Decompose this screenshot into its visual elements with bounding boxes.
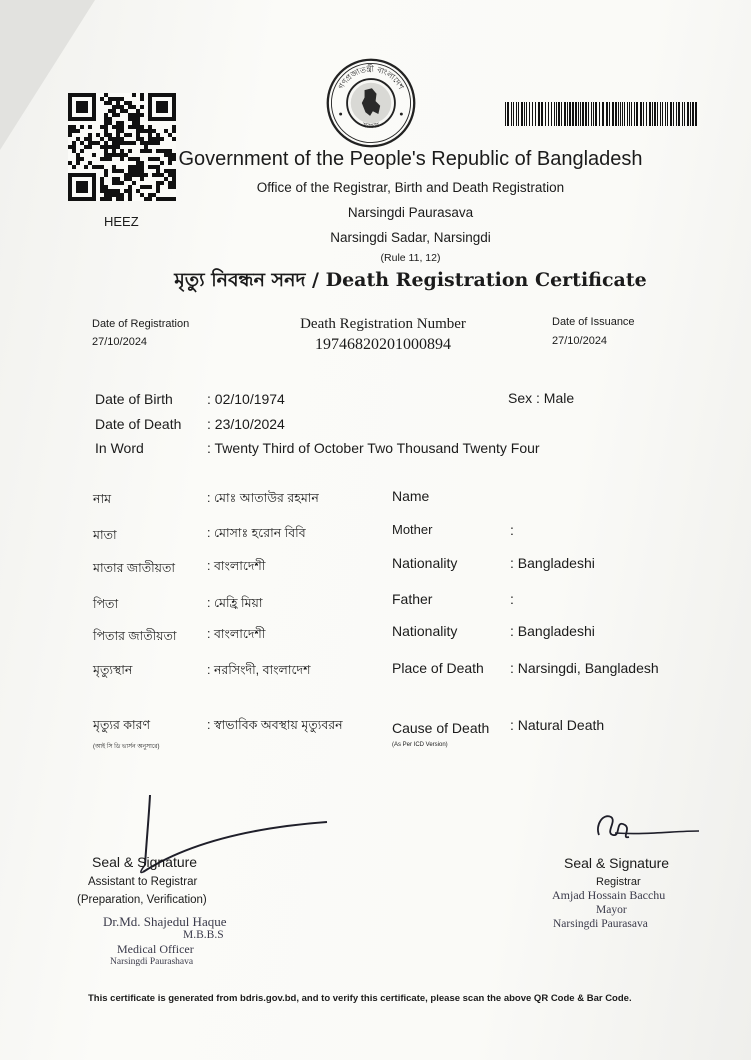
right-signatory-role: Registrar — [596, 876, 641, 888]
date-of-registration-label: Date of Registration — [92, 318, 190, 330]
date-of-issuance: 27/10/2024 — [552, 335, 608, 347]
father-en-value: : — [510, 591, 514, 607]
dob-value: : 02/10/1974 — [207, 391, 285, 407]
right-stamp-line-3: Narsingdi Paurasava — [553, 918, 648, 930]
mother-en-value: : — [510, 522, 514, 538]
left-seal-signature-label: Seal & Signature — [92, 854, 198, 870]
mother-bn-value: : মোসাঃ হরোন বিবি — [207, 526, 306, 540]
place-of-death-en-label: Place of Death — [392, 660, 484, 676]
father-nationality-en-value: : Bangladeshi — [510, 623, 595, 639]
dob-label: Date of Birth — [95, 391, 173, 407]
cause-of-death-en-note: (As Per ICD Version) — [392, 742, 448, 748]
cause-of-death-bn-note: (আই সি ডি ভার্সন অনুসারে) — [93, 744, 160, 750]
father-en-label: Father — [392, 591, 433, 607]
father-bn-value: : মেহ্রি মিয়া — [207, 596, 263, 610]
rule-reference: (Rule 11, 12) — [380, 252, 441, 264]
date-of-issuance-label: Date of Issuance — [552, 316, 635, 328]
father-bn-label: পিতা — [93, 597, 119, 611]
name-bn-label: নাম — [93, 492, 112, 506]
cause-of-death-en-value: : Natural Death — [510, 717, 605, 733]
left-stamp-line-2: M.B.B.S — [183, 929, 224, 941]
name-bn-value: : মোঃ আতাউর রহমান — [207, 491, 319, 505]
mother-en-label: Mother — [392, 522, 433, 537]
place-of-death-bn-value: : নরসিংদী, বাংলাদেশ — [207, 663, 311, 677]
father-nationality-bn-label: পিতার জাতীয়তা — [93, 629, 177, 643]
office-name: Office of the Registrar, Birth and Death Registration — [256, 180, 565, 195]
sex-value: Sex : Male — [508, 390, 575, 406]
government-title: Government of the People's Republic of Bangladesh — [178, 148, 643, 170]
seal-text-bottom: সরকার — [361, 120, 381, 131]
left-signatory-role: Assistant to Registrar — [88, 876, 198, 888]
verification-footer: This certificate is generated from bdris.gov.bd, and to verify this certificate, please scan the above QR Code & Bar Code. — [88, 993, 632, 1004]
left-stamp-line-4: Narsingdi Paurashava — [110, 957, 194, 967]
dod-value: : 23/10/2024 — [207, 416, 285, 432]
right-seal-signature-label: Seal & Signature — [564, 855, 670, 871]
name-en-label: Name — [392, 488, 430, 504]
right-stamp-line-2: Mayor — [596, 904, 627, 916]
date-of-registration: 27/10/2024 — [92, 336, 148, 348]
cause-of-death-en-label: Cause of Death — [392, 720, 490, 736]
registration-number: 19746820201000894 — [315, 336, 451, 353]
inword-label: In Word — [95, 440, 144, 456]
certificate-title: মৃত্যু নিবন্ধন সনদ / Death Registration Certificate — [174, 269, 647, 291]
left-signatory-sub: (Preparation, Verification) — [77, 894, 207, 906]
left-stamp-line-1: Dr.Md. Shajedul Haque — [103, 914, 227, 929]
father-nationality-bn-value: : বাংলাদেশী — [207, 627, 266, 641]
mother-nationality-en-label: Nationality — [392, 555, 458, 571]
mother-nationality-en-value: : Bangladeshi — [510, 555, 595, 571]
father-nationality-en-label: Nationality — [392, 623, 458, 639]
inword-value: : Twenty Third of October Two Thousand Twenty Four — [207, 440, 540, 456]
qr-caption: HEEZ — [104, 214, 139, 229]
barcode[interactable] — [505, 102, 699, 126]
cause-of-death-bn-value: : স্বাভাবিক অবস্থায় মৃত্যুবরন — [207, 718, 343, 732]
office-location: Narsingdi Sadar, Narsingdi — [330, 230, 491, 245]
registration-number-label: Death Registration Number — [300, 316, 466, 332]
place-of-death-bn-label: মৃত্যুস্থান — [93, 663, 133, 677]
seal-text-top: গণপ্রজাতন্ত্রী বাংলাদেশ — [336, 64, 406, 91]
right-stamp-line-1: Amjad Hossain Bacchu — [552, 888, 666, 902]
place-of-death-en-value: : Narsingdi, Bangladesh — [510, 660, 659, 676]
right-signature-scribble — [585, 805, 705, 850]
paurasava-name: Narsingdi Paurasava — [347, 205, 474, 220]
cause-of-death-bn-label: মৃত্যুর কারণ — [93, 718, 151, 732]
mother-bn-label: মাতা — [93, 528, 117, 542]
mother-nationality-bn-value: : বাংলাদেশী — [207, 559, 266, 573]
left-stamp-line-3: Medical Officer — [117, 942, 194, 956]
government-seal-icon — [325, 57, 417, 149]
dod-label: Date of Death — [95, 416, 182, 432]
mother-nationality-bn-label: মাতার জাতীয়তা — [93, 561, 176, 575]
